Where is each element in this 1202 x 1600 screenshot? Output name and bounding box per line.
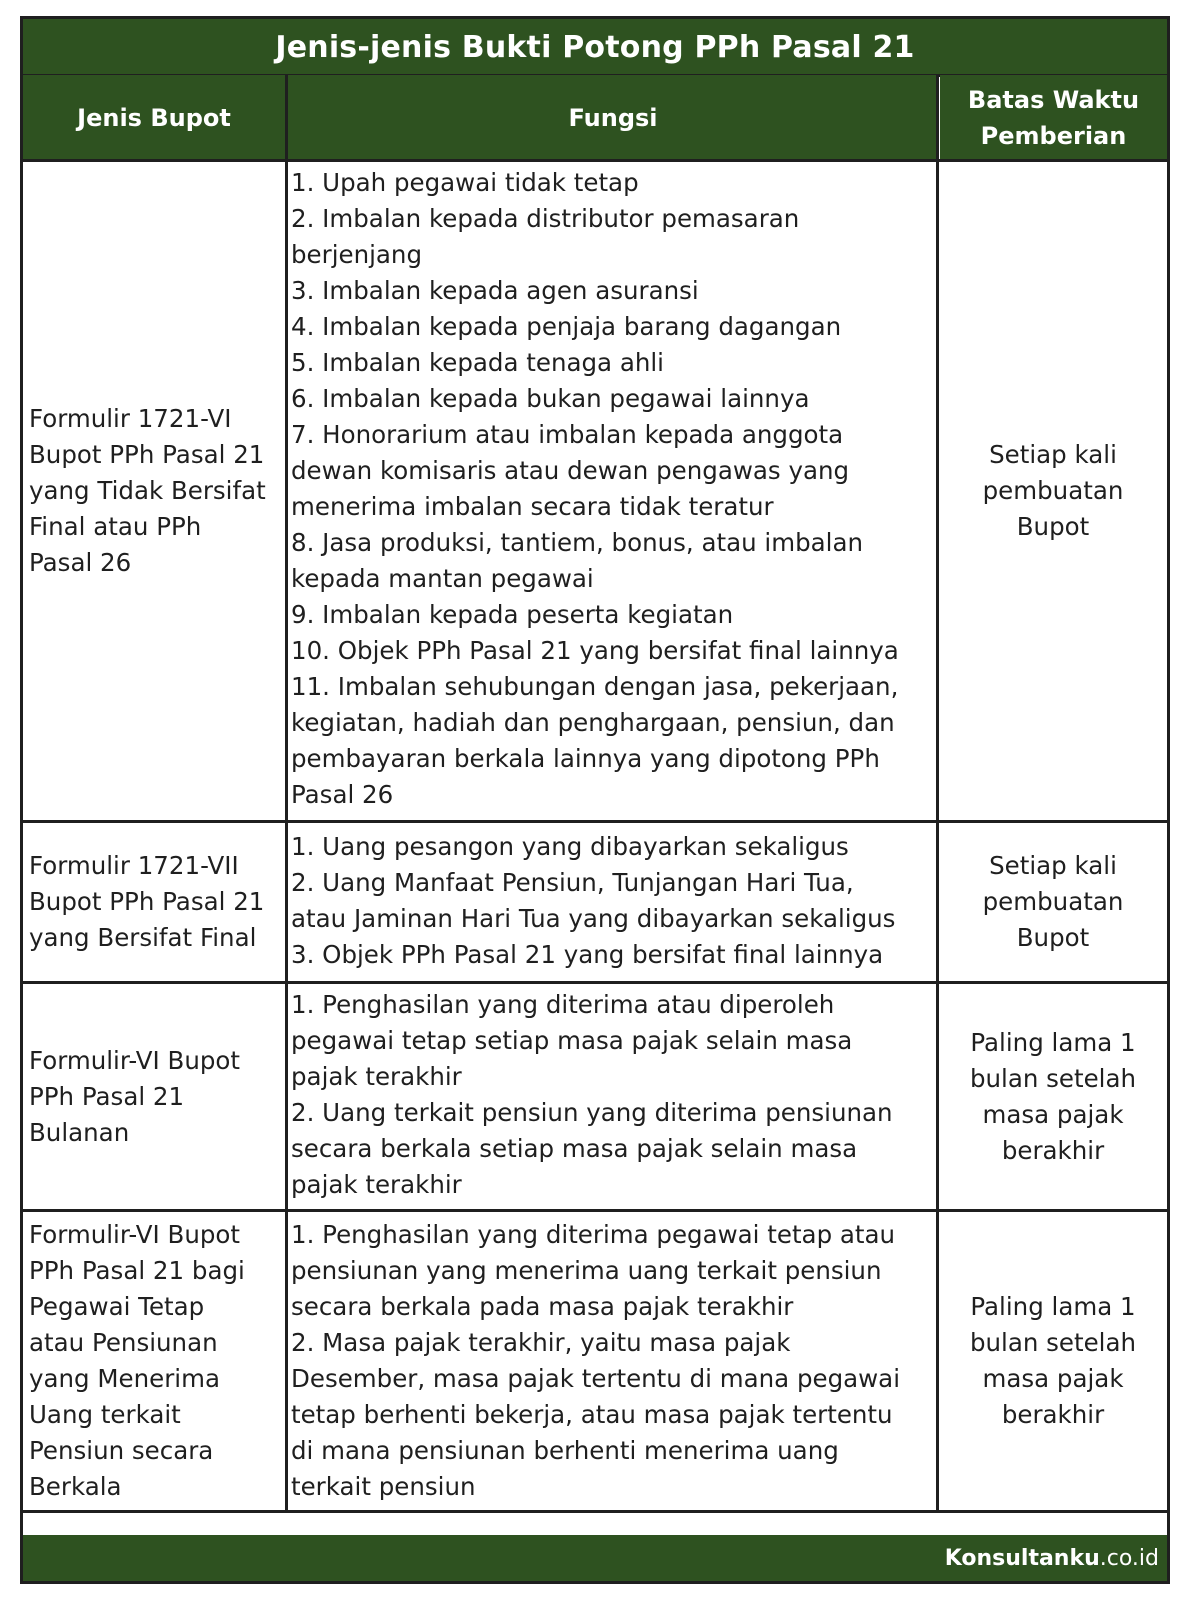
fungsi-line: pembayaran berkala lainnya yang dipotong PPh	[291, 744, 880, 773]
fungsi-line: 3. Imbalan kepada agen asuransi	[291, 276, 699, 305]
batas-line: masa pajak	[982, 1364, 1124, 1393]
row-divider	[23, 1510, 1167, 1513]
fungsi-line: 1. Penghasilan yang diterima pegawai tetap atau	[291, 1220, 896, 1249]
table-row-4-batas	[940, 1212, 1166, 1510]
jenis-line: Bupot PPh Pasal 21	[29, 440, 265, 469]
fungsi-line: dewan komisaris atau dewan pengawas yang	[291, 456, 850, 485]
table-row-2-batas	[940, 823, 1166, 981]
table-row-4-fungsi	[289, 1217, 939, 1505]
fungsi-line: 7. Honorarium atau imbalan kepada anggota	[291, 420, 844, 449]
batas-line: Paling lama 1	[970, 1027, 1136, 1057]
fungsi-line: atau Jaminan Hari Tua yang dibayarkan sekaligus	[291, 904, 896, 933]
jenis-line: yang Menerima	[29, 1364, 220, 1393]
fungsi-line: pegawai tetap setiap masa pajak selain masa	[291, 1026, 853, 1055]
fungsi-line: tetap berhenti bekerja, atau masa pajak tertentu	[291, 1400, 893, 1429]
fungsi-line: kegiatan, hadiah dan penghargaan, pensiun, dan	[291, 708, 895, 737]
batas-line: berakhir	[1001, 1400, 1105, 1429]
fungsi-line: 4. Imbalan kepada penjaja barang dagangan	[291, 312, 842, 341]
fungsi-line: 6. Imbalan kepada bukan pegawai lainnya	[291, 384, 810, 413]
batas-line: Paling lama 1	[970, 1292, 1136, 1321]
fungsi-line: di mana pensiunan berhenti menerima uang	[291, 1436, 839, 1465]
batas-line: pembuatan	[982, 476, 1124, 505]
batas-line: berakhir	[1001, 1135, 1105, 1165]
jenis-line: Pensiun secara	[29, 1436, 214, 1465]
batas-line: Setiap kali	[989, 851, 1117, 880]
fungsi-line: 1. Uang pesangon yang dibayarkan sekaligus	[291, 832, 849, 861]
jenis-line: Bupot PPh Pasal 21	[29, 887, 265, 916]
fungsi-line: 2. Imbalan kepada distributor pemasaran	[291, 204, 800, 233]
header-batas-line2: Pemberian	[980, 122, 1127, 150]
table-row-3-fungsi	[289, 987, 939, 1203]
fungsi-line: 2. Uang terkait pensiun yang diterima pensiunan	[291, 1098, 893, 1127]
fungsi-line: 10. Objek PPh Pasal 21 yang bersifat final lainnya	[291, 636, 899, 665]
header-batas-waktu	[940, 75, 1167, 161]
footer-watermark	[23, 1535, 1167, 1581]
fungsi-line: 11. Imbalan sehubungan dengan jasa, pekerjaan,	[291, 672, 899, 701]
table-row-3-jenis	[26, 984, 284, 1209]
jenis-line: PPh Pasal 21 bagi	[29, 1256, 245, 1285]
jenis-line: Formulir-VI Bupot	[29, 1045, 241, 1075]
fungsi-line: 2. Masa pajak terakhir, yaitu masa pajak	[291, 1328, 791, 1357]
jenis-line: yang Tidak Bersifat	[29, 476, 266, 505]
fungsi-line: kepada mantan pegawai	[291, 564, 594, 593]
fungsi-line: 3. Objek PPh Pasal 21 yang bersifat final lainnya	[291, 940, 884, 969]
jenis-line: Pasal 26	[29, 548, 132, 577]
batas-line: Bupot	[1016, 512, 1090, 541]
header-batas-line1: Batas Waktu	[967, 86, 1140, 114]
batas-line: Setiap kali	[989, 440, 1117, 469]
footer-domain: .co.id	[1099, 1545, 1159, 1571]
fungsi-line: menerima imbalan secara tidak teratur	[291, 492, 774, 521]
fungsi-line: Pasal 26	[291, 780, 394, 809]
column-divider	[285, 75, 288, 1513]
fungsi-line: secara berkala pada masa pajak terakhir	[291, 1292, 794, 1321]
table-row-1-fungsi	[289, 165, 939, 813]
table-row-3-batas	[940, 984, 1166, 1209]
batas-line: bulan setelah	[969, 1063, 1137, 1093]
table-row-1-batas	[940, 162, 1166, 820]
jenis-line: Formulir-VI Bupot	[29, 1220, 241, 1249]
fungsi-line: 1. Penghasilan yang diterima atau diperoleh	[291, 990, 835, 1019]
jenis-line: Uang terkait	[29, 1400, 181, 1429]
table-title: Jenis-jenis Bukti Potong PPh Pasal 21	[23, 19, 1167, 75]
fungsi-line: berjenjang	[291, 240, 423, 269]
fungsi-line: 9. Imbalan kepada peserta kegiatan	[291, 600, 734, 629]
jenis-line: Bulanan	[29, 1117, 130, 1147]
jenis-line: Final atau PPh	[29, 512, 202, 541]
fungsi-line: 8. Jasa produksi, tantiem, bonus, atau imbalan	[291, 528, 864, 557]
fungsi-line: secara berkala setiap masa pajak selain masa	[291, 1134, 858, 1163]
fungsi-line: 2. Uang Manfaat Pensiun, Tunjangan Hari Tua,	[291, 868, 854, 897]
fungsi-line: 5. Imbalan kepada tenaga ahli	[291, 348, 664, 377]
fungsi-line: 1. Upah pegawai tidak tetap	[291, 168, 639, 197]
batas-line: bulan setelah	[969, 1328, 1137, 1357]
fungsi-line: terkait pensiun	[291, 1472, 476, 1501]
batas-line: pembuatan	[982, 887, 1124, 916]
jenis-line: Formulir 1721-VI	[29, 404, 232, 433]
header-fungsi: Fungsi	[288, 75, 938, 161]
table-row-4-jenis	[26, 1212, 284, 1510]
batas-line: Bupot	[1016, 923, 1090, 952]
jenis-line: Formulir 1721-VII	[29, 851, 239, 880]
jenis-line: Pegawai Tetap	[29, 1292, 205, 1321]
table-frame	[20, 16, 1170, 1584]
fungsi-line: Desember, masa pajak tertentu di mana pegawai	[291, 1364, 901, 1393]
jenis-line: atau Pensiunan	[29, 1328, 218, 1357]
table-row-1-jenis	[26, 162, 284, 820]
table-row-2-fungsi	[289, 829, 939, 973]
jenis-line: Berkala	[29, 1472, 122, 1501]
header-jenis-bupot: Jenis Bupot	[23, 75, 285, 161]
fungsi-line: pajak terakhir	[291, 1062, 462, 1091]
table-row-2-jenis	[26, 823, 284, 981]
fungsi-line: pajak terakhir	[291, 1170, 462, 1199]
footer-brand: Konsultanku	[944, 1545, 1100, 1571]
jenis-line: yang Bersifat Final	[29, 923, 257, 952]
jenis-line: PPh Pasal 21	[29, 1081, 185, 1111]
fungsi-line: pensiunan yang menerima uang terkait pensiun	[291, 1256, 882, 1285]
batas-line: masa pajak	[982, 1099, 1124, 1129]
